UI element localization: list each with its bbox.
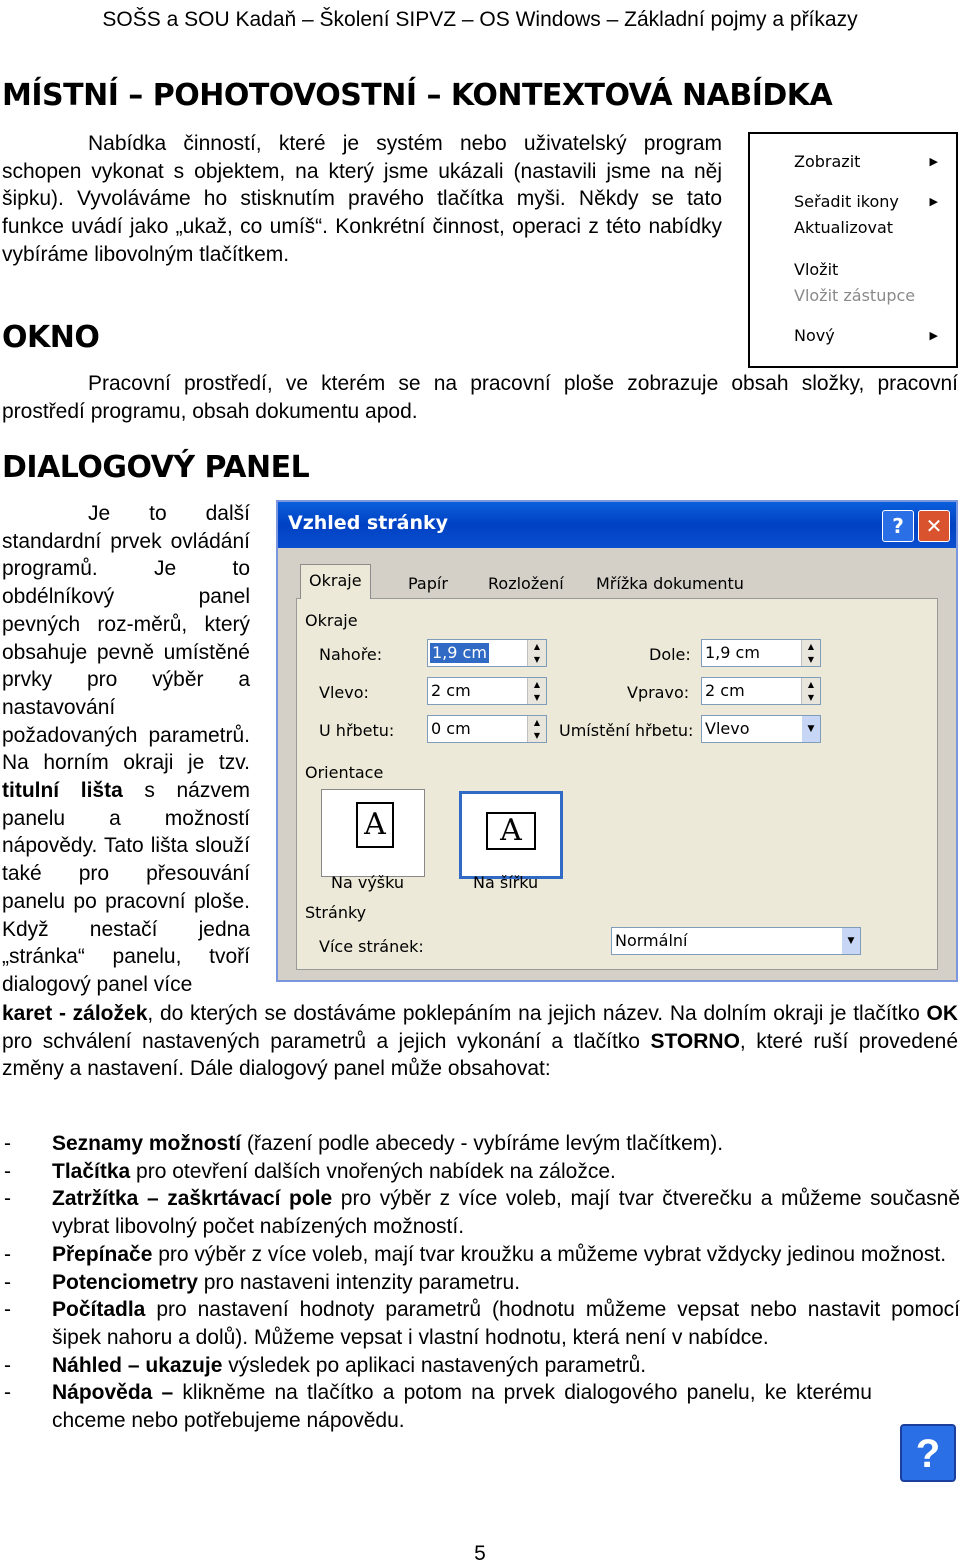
context-menu-screenshot — [748, 132, 958, 368]
portrait-page-icon: A — [356, 802, 394, 848]
heading-dialog: DIALOGOVÝ PANEL — [2, 450, 310, 485]
list-item: - Tlačítka pro otevření dalších vnořených nabídek na záložce. — [4, 1159, 616, 1183]
multiple-pages-label: Více stránek: — [319, 937, 424, 956]
bottom-stepper[interactable]: 1,9 cm ▲ ▼ — [701, 639, 821, 667]
feature-list — [0, 1130, 960, 1435]
menu-item-zobrazit[interactable]: Zobrazit ▶ — [794, 150, 942, 174]
spin-arrows-icon[interactable]: ▲ ▼ — [801, 640, 820, 666]
spin-arrows-icon[interactable]: ▲ ▼ — [801, 678, 820, 704]
heading-context-menu: MÍSTNÍ – POHOTOVOSTNÍ – KONTEXTOVÁ NABÍDKA — [2, 78, 833, 113]
help-icon: ? — [900, 1424, 956, 1482]
heading-okno: OKNO — [2, 320, 100, 355]
top-stepper[interactable]: 1,9 cm ▲ ▼ — [427, 639, 547, 667]
menu-item-seradit-ikony[interactable]: Seřadit ikony ▶ — [794, 190, 942, 214]
page-number: 5 — [474, 1542, 486, 1565]
menu-item-aktualizovat[interactable]: Aktualizovat — [794, 218, 894, 237]
tab-okraje[interactable]: Okraje — [300, 564, 371, 599]
tab-panel — [296, 598, 938, 970]
chevron-down-icon[interactable]: ▼ — [802, 716, 820, 742]
page-setup-dialog — [276, 500, 958, 982]
spin-arrows-icon[interactable]: ▲ ▼ — [527, 716, 546, 742]
tab-mrizka-dokumentu[interactable]: Mřížka dokumentu — [596, 574, 744, 593]
page-header: SOŠS a SOU Kadaň – Školení SIPVZ – OS Windows – Základní pojmy a příkazy — [102, 8, 858, 31]
gutter-stepper[interactable]: 0 cm ▲ ▼ — [427, 715, 547, 743]
tab-rozlozeni[interactable]: Rozložení — [488, 574, 564, 593]
help-button[interactable]: ? — [882, 510, 914, 542]
gutter-position-select[interactable]: Vlevo ▼ — [701, 715, 821, 743]
group-margins-label: Okraje — [305, 611, 358, 630]
group-pages-label: Stránky — [305, 903, 367, 922]
portrait-label: Na výšku — [331, 873, 405, 892]
menu-item-vlozit-zastupce: Vložit zástupce — [794, 286, 916, 305]
close-button[interactable]: ✕ — [918, 510, 950, 542]
dialog-title: Vzhled stránky — [288, 512, 449, 534]
left-stepper[interactable]: 2 cm ▲ ▼ — [427, 677, 547, 705]
okno-paragraph: Pracovní prostředí, ve kterém se na pracovní ploše zobrazuje obsah složky, pracovní prostředí programu, obsah dokumentu apod. — [2, 372, 958, 423]
landscape-option[interactable] — [459, 791, 563, 879]
spin-arrows-icon[interactable]: ▲ ▼ — [527, 678, 546, 704]
portrait-option[interactable] — [321, 789, 425, 877]
gutter-position-label: Umístění hřbetu: — [559, 721, 694, 740]
top-label: Nahoře: — [319, 645, 383, 664]
dialog-titlebar[interactable] — [278, 502, 956, 548]
tab-papir[interactable]: Papír — [408, 574, 448, 593]
list-item: - Potenciometry pro nastaveni intenzity parametru. — [4, 1270, 521, 1294]
list-item: - Přepínače pro výběr z více voleb, mají tvar kroužku a můžeme vybrat vždycky jedinou možnost. — [4, 1242, 947, 1266]
dialog-paragraph-wide: karet - záložek, do kterých se dostáváme poklepáním na jejich název. Na dolním okraji je tlačítko OK pro schválení nastavených parametrů a jejich vykonání a tlačítko STORNO, které ruší provedené změny a nastavení. Dále dialogový panel může obsahovat: — [2, 1002, 959, 1081]
context-menu-paragraph: Nabídka činností, které je systém nebo uživatelský program schopen vykonat s objektem, na který jsme ukázali (nastavili jsme na něj šipku). Vyvoláváme ho stisknutím pravého tlačítka myši. Někdy se tato funkce uvádí jako „ukaž, co umíš“. Konkrétní činnost, operaci z této nabídky vybíráme libovolným tlačítkem. — [2, 132, 722, 266]
menu-item-vlozit[interactable]: Vložit — [794, 260, 839, 279]
chevron-right-icon: ▶ — [929, 155, 938, 168]
dialog-paragraph-narrow: Je to další standardní prvek ovládání programů. Je to obdélníkový panel pevných roz-měrů, který obsahuje pevně umístěné prvky pro výběr a nastavování požadovaných parametrů. Na horním okraji je tzv. titulní lišta s názvem panelu a možností nápovědy. Tato lišta slouží také pro přesouvání panelu po pracovní ploše. Když nestačí jedna „stránka“ panelu, tvoří dialogový panel více — [2, 502, 251, 996]
landscape-page-icon: A — [486, 812, 536, 850]
menu-item-novy[interactable]: Nový ▶ — [794, 324, 942, 348]
chevron-down-icon[interactable]: ▼ — [842, 928, 860, 954]
list-item: - Seznamy možností (řazení podle abecedy - vybíráme levým tlačítkem). — [4, 1132, 724, 1155]
landscape-label: Na šířku — [473, 873, 539, 892]
right-stepper[interactable]: 2 cm ▲ ▼ — [701, 677, 821, 705]
right-label: Vpravo: — [627, 683, 690, 702]
chevron-right-icon: ▶ — [929, 195, 938, 208]
chevron-right-icon: ▶ — [929, 329, 938, 342]
spin-arrows-icon[interactable]: ▲ ▼ — [527, 640, 546, 666]
bottom-label: Dole: — [649, 645, 691, 664]
list-item: - Zatržítka – zaškrtávací pole pro výběr z více voleb, mají tvar čtverečku a můžeme současně vybrat libovolný počet nabízených možností. — [4, 1187, 960, 1239]
gutter-label: U hřbetu: — [319, 721, 395, 740]
list-item: - Počítadla pro nastavení hodnoty parametrů (hodnotu můžeme vepsat nebo nastavit pomocí šipek nahoru a dolů). Můžeme vepsat i vlastní hodnotu, která není v nabídce. — [4, 1298, 960, 1349]
list-item: - Náhled – ukazuje výsledek po aplikaci nastavených parametrů. — [4, 1353, 647, 1377]
list-item: - Nápověda – klikněme na tlačítko a potom na prvek dialogového panelu, ke kterému chceme nebo potřebujeme nápovědu. — [4, 1381, 872, 1433]
group-orientation-label: Orientace — [305, 763, 384, 782]
left-label: Vlevo: — [319, 683, 369, 702]
multiple-pages-select[interactable]: Normální ▼ — [611, 927, 861, 955]
